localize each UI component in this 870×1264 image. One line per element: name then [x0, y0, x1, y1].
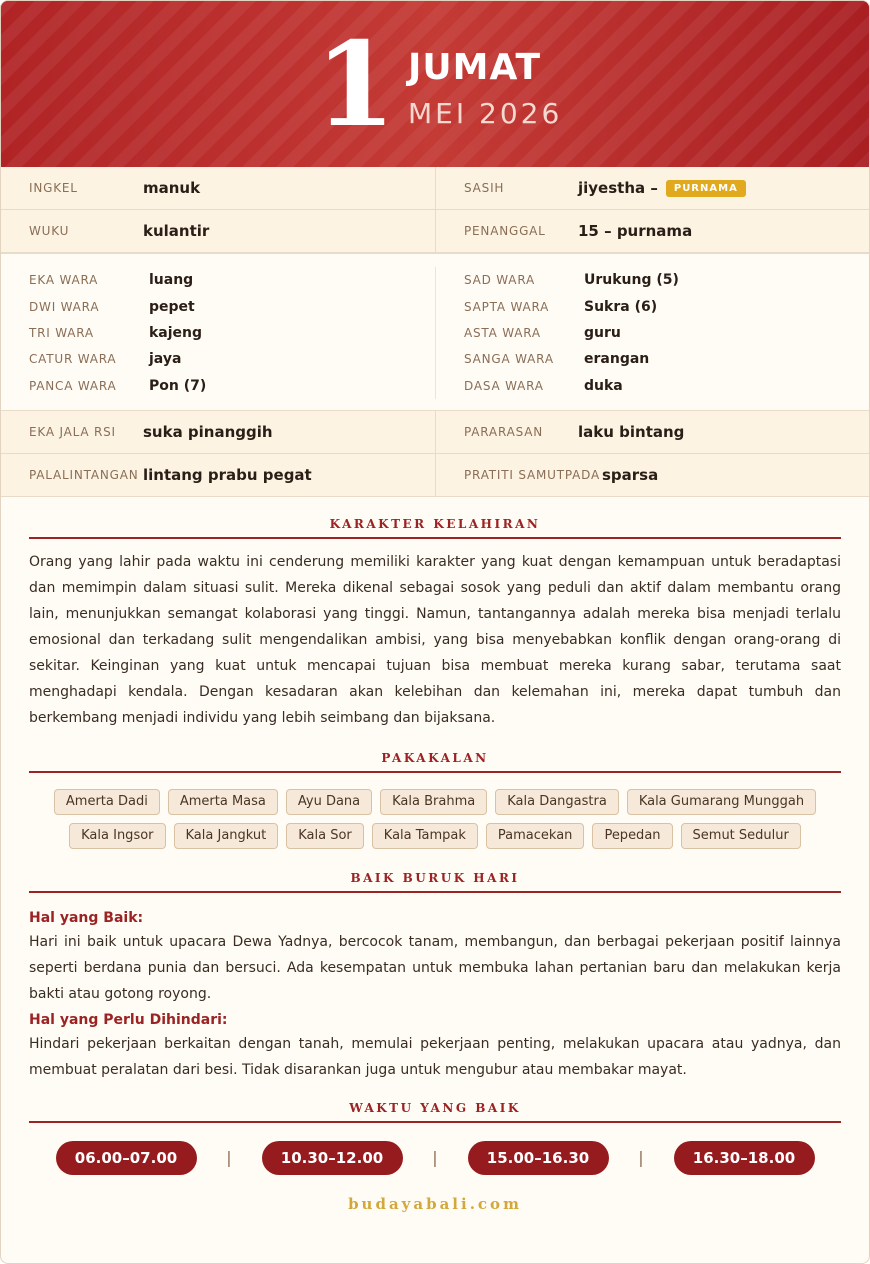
- tag: Pamacekan: [486, 823, 585, 849]
- bad-label: Hal yang Perlu Dihindari:: [29, 1011, 228, 1028]
- wara-item: [464, 320, 869, 346]
- time-slot-pill: 16.30–18.00: [674, 1141, 815, 1175]
- wara-label: SAPTA WARA: [464, 299, 550, 314]
- info-row-palalintangan: [1, 454, 869, 497]
- wara-item: [29, 293, 435, 319]
- date-header: [1, 1, 869, 167]
- wara-label: EKA WARA: [29, 273, 99, 288]
- wara-table: [1, 253, 869, 411]
- wara-value: pepet: [149, 298, 195, 315]
- info-cell: [435, 167, 869, 209]
- tag: Ayu Dana: [286, 789, 372, 815]
- tag-row: [29, 823, 841, 849]
- info-value: suka pinanggih: [143, 422, 273, 441]
- info-cell: [435, 411, 869, 453]
- info-cell: [1, 167, 435, 209]
- purnama-badge: PURNAMA: [666, 180, 746, 197]
- wara-value: jaya: [149, 351, 182, 368]
- wara-label: ASTA WARA: [464, 325, 541, 340]
- wara-value: Urukung (5): [584, 272, 679, 289]
- tag: Kala Tampak: [372, 823, 478, 849]
- time-separator: |: [432, 1148, 438, 1168]
- info-label: PALALINTANGAN: [29, 467, 139, 482]
- info-value: jiyestha –: [578, 179, 658, 197]
- info-cell: [435, 210, 869, 252]
- month-year: MEI 2026: [408, 97, 563, 130]
- info-label: EKA JALA RSI: [29, 424, 116, 439]
- wara-item: [29, 373, 435, 399]
- good-label: Hal yang Baik:: [29, 909, 144, 926]
- wara-item: [464, 373, 869, 399]
- time-slot-pill: 10.30–12.00: [262, 1141, 403, 1175]
- tag: Amerta Dadi: [54, 789, 160, 815]
- wara-value: erangan: [584, 351, 650, 368]
- bad-text: Hindari pekerjaan berkaitan dengan tanah, memulai pekerjaan penting, melakukan upacara atau yadnya, dan membuat peralatan dari besi. Tidak disarankan juga untuk mengubur atau membakar mayat.: [29, 1035, 841, 1078]
- wara-item: [29, 267, 435, 293]
- wara-left-column: [1, 267, 435, 399]
- time-slot-pill: 06.00–07.00: [56, 1141, 197, 1175]
- tag: Kala Gumarang Munggah: [627, 789, 816, 815]
- wara-value: duka: [584, 377, 623, 394]
- info-row-eka-jala-rsi: [1, 411, 869, 454]
- info-cell: [435, 454, 869, 496]
- time-slots: [29, 1141, 841, 1175]
- wara-item: [464, 293, 869, 319]
- pakakalan-tags: [29, 789, 841, 849]
- tag-row: [29, 789, 841, 815]
- info-label: PENANGGAL: [464, 224, 546, 238]
- info-value: sparsa: [602, 465, 659, 484]
- info-label: SASIH: [464, 181, 505, 195]
- info-row-ingkel: [1, 167, 869, 210]
- wara-item: [464, 267, 869, 293]
- time-slot-pill: 15.00–16.30: [468, 1141, 609, 1175]
- wara-right-column: [435, 267, 869, 399]
- wara-value: Sukra (6): [584, 298, 658, 315]
- wara-label: PANCA WARA: [29, 378, 117, 393]
- info-cell: [1, 411, 435, 453]
- good-text: Hari ini baik untuk upacara Dewa Yadnya, bercocok tanam, membangun, dan berbagai pekerjaan positif lainnya seperti berdana punia dan bersuci. Ada kesempatan untuk membuka lahan pertanian baru dan melakukan kerja bakti atau gotong royong.: [29, 933, 841, 1002]
- wara-label: SANGA WARA: [464, 352, 554, 367]
- wara-item: [29, 346, 435, 372]
- info-label: PARARASAN: [464, 424, 544, 439]
- wara-label: SAD WARA: [464, 273, 535, 288]
- tag: Amerta Masa: [168, 789, 278, 815]
- wara-value: guru: [584, 324, 621, 341]
- info-label: INGKEL: [29, 181, 78, 195]
- wara-label: DWI WARA: [29, 299, 100, 314]
- tag: Kala Jangkut: [174, 823, 279, 849]
- wara-value: Pon (7): [149, 377, 207, 394]
- wara-label: TRI WARA: [29, 325, 94, 340]
- wara-value: luang: [149, 272, 194, 289]
- info-label: PRATITI SAMUTPADA: [464, 467, 600, 482]
- pakakalan-title: PAKAKALAN: [29, 751, 841, 773]
- info-row-wuku: [1, 210, 869, 253]
- tag: Pepedan: [592, 823, 672, 849]
- info-cell: [1, 210, 435, 252]
- day-number: 1: [315, 17, 396, 153]
- wara-value: kajeng: [149, 324, 203, 341]
- tag: Kala Sor: [286, 823, 364, 849]
- baik-buruk-title: BAIK BURUK HARI: [29, 871, 841, 893]
- tag: Kala Brahma: [380, 789, 487, 815]
- info-value: laku bintang: [578, 422, 685, 441]
- day-name: JUMAT: [408, 47, 542, 88]
- info-value: manuk: [143, 179, 201, 197]
- wara-item: [464, 346, 869, 372]
- waktu-title: WAKTU YANG BAIK: [29, 1101, 841, 1123]
- info-cell: [1, 454, 435, 496]
- karakter-title: KARAKTER KELAHIRAN: [29, 517, 841, 539]
- tag: Semut Sedulur: [681, 823, 801, 849]
- info-value: kulantir: [143, 222, 210, 240]
- tag: Kala Ingsor: [69, 823, 165, 849]
- info-value: 15 – purnama: [578, 222, 693, 240]
- time-separator: |: [226, 1148, 232, 1168]
- karakter-text: Orang yang lahir pada waktu ini cenderung memiliki karakter yang kuat dengan kemampuan untuk beradaptasi dan memimpin dalam situasi sulit. Mereka dikenal sebagai sosok yang peduli dan aktif dalam membantu orang lain, menunjukkan semangat kolaborasi yang tinggi. Namun, tantangannya adalah mereka bisa menjadi terlalu emosional dan terkadang sulit mengendalikan ambisi, yang bisa menyebabkan konflik dengan orang-orang di sekitar. Keinginan yang kuat untuk mencapai tujuan bisa membuat mereka kurang sabar, terutama saat menghadapi kendala. Dengan kesadaran akan kelebihan dan kelemahan ini, mereka dapat tumbuh dan berkembang menjadi individu yang lebih seimbang dan bijaksana.: [29, 553, 841, 726]
- wara-label: CATUR WARA: [29, 352, 117, 367]
- tag: Kala Dangastra: [495, 789, 619, 815]
- footer-site-link[interactable]: budayabali.com: [348, 1194, 522, 1213]
- wara-item: [29, 320, 435, 346]
- time-separator: |: [638, 1148, 644, 1168]
- info-label: WUKU: [29, 224, 70, 238]
- info-value: lintang prabu pegat: [143, 465, 312, 484]
- wara-label: DASA WARA: [464, 378, 544, 393]
